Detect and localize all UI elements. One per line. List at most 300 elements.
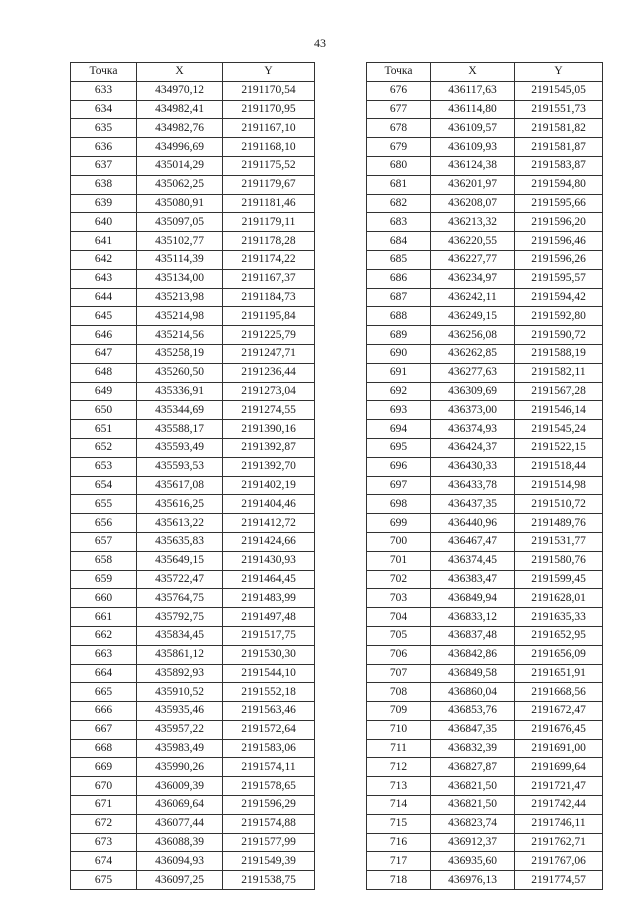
table-row: [71, 363, 315, 382]
cell-x: 436208,07: [431, 194, 515, 213]
cell-y: 2191464,45: [223, 570, 315, 589]
cell-x: 436097,25: [137, 871, 223, 890]
cell-point: 641: [71, 232, 137, 251]
cell-point: 644: [71, 288, 137, 307]
cell-x: 436249,15: [431, 307, 515, 326]
cell-y: 2191767,06: [515, 852, 603, 871]
table-row: [71, 702, 315, 721]
cell-y: 2191497,48: [223, 608, 315, 627]
cell-point: 684: [367, 232, 431, 251]
cell-x: 436213,32: [431, 213, 515, 232]
table-row: [367, 250, 603, 269]
table-row: [367, 401, 603, 420]
cell-point: 635: [71, 119, 137, 138]
cell-point: 704: [367, 608, 431, 627]
cell-x: 435344,69: [137, 401, 223, 420]
cell-y: 2191668,56: [515, 683, 603, 702]
cell-point: 642: [71, 250, 137, 269]
cell-y: 2191595,57: [515, 269, 603, 288]
cell-y: 2191596,26: [515, 250, 603, 269]
cell-x: 435588,17: [137, 420, 223, 439]
cell-y: 2191392,70: [223, 457, 315, 476]
cell-point: 671: [71, 796, 137, 815]
cell-x: 436837,48: [431, 626, 515, 645]
cell-y: 2191595,66: [515, 194, 603, 213]
cell-x: 436242,11: [431, 288, 515, 307]
table-row: [71, 288, 315, 307]
cell-y: 2191567,28: [515, 382, 603, 401]
cell-y: 2191179,11: [223, 213, 315, 232]
cell-point: 645: [71, 307, 137, 326]
cell-y: 2191518,44: [515, 457, 603, 476]
cell-y: 2191691,00: [515, 739, 603, 758]
table-row: [71, 420, 315, 439]
table-row: [71, 683, 315, 702]
cell-x: 436114,80: [431, 100, 515, 119]
cell-y: 2191652,95: [515, 626, 603, 645]
cell-y: 2191742,44: [515, 796, 603, 815]
cell-point: 712: [367, 758, 431, 777]
cell-point: 689: [367, 326, 431, 345]
header-x: X: [137, 63, 223, 82]
table-row: [71, 532, 315, 551]
table-row: [71, 645, 315, 664]
cell-point: 705: [367, 626, 431, 645]
table-row: [367, 288, 603, 307]
cell-x: 435593,49: [137, 438, 223, 457]
cell-x: 436860,04: [431, 683, 515, 702]
cell-point: 696: [367, 457, 431, 476]
cell-point: 640: [71, 213, 137, 232]
cell-x: 436437,35: [431, 495, 515, 514]
cell-x: 436201,97: [431, 175, 515, 194]
cell-x: 436467,47: [431, 532, 515, 551]
table-row: [367, 626, 603, 645]
cell-x: 435213,98: [137, 288, 223, 307]
cell-point: 670: [71, 777, 137, 796]
table-row: [71, 100, 315, 119]
cell-point: 692: [367, 382, 431, 401]
table-row: [367, 326, 603, 345]
cell-y: 2191531,77: [515, 532, 603, 551]
cell-y: 2191596,20: [515, 213, 603, 232]
table-row: [367, 457, 603, 476]
cell-x: 435080,91: [137, 194, 223, 213]
cell-y: 2191628,01: [515, 589, 603, 608]
table-row: [71, 194, 315, 213]
cell-point: 658: [71, 551, 137, 570]
cell-y: 2191168,10: [223, 138, 315, 157]
cell-y: 2191596,29: [223, 796, 315, 815]
cell-y: 2191545,24: [515, 420, 603, 439]
table-row: [367, 570, 603, 589]
table-row: [71, 81, 315, 100]
cell-point: 676: [367, 81, 431, 100]
cell-y: 2191774,57: [515, 871, 603, 890]
cell-y: 2191181,46: [223, 194, 315, 213]
cell-point: 707: [367, 664, 431, 683]
cell-point: 656: [71, 514, 137, 533]
cell-x: 434982,76: [137, 119, 223, 138]
table-row: [367, 551, 603, 570]
coordinates-table-right: [366, 62, 603, 890]
cell-point: 664: [71, 664, 137, 683]
cell-x: 436433,78: [431, 476, 515, 495]
table-row: [367, 344, 603, 363]
cell-point: 666: [71, 702, 137, 721]
table-row: [71, 551, 315, 570]
cell-x: 436430,33: [431, 457, 515, 476]
table-row: [71, 138, 315, 157]
table-row: [367, 232, 603, 251]
header-y: Y: [223, 63, 315, 82]
cell-y: 2191167,37: [223, 269, 315, 288]
cell-x: 436935,60: [431, 852, 515, 871]
cell-point: 691: [367, 363, 431, 382]
cell-y: 2191583,87: [515, 156, 603, 175]
table-row: [367, 495, 603, 514]
cell-x: 436277,63: [431, 363, 515, 382]
cell-point: 672: [71, 814, 137, 833]
table-row: [71, 232, 315, 251]
cell-y: 2191195,84: [223, 307, 315, 326]
table-row: [367, 852, 603, 871]
cell-y: 2191167,10: [223, 119, 315, 138]
cell-x: 435764,75: [137, 589, 223, 608]
cell-y: 2191552,18: [223, 683, 315, 702]
cell-point: 677: [367, 100, 431, 119]
cell-point: 708: [367, 683, 431, 702]
table-row: [71, 871, 315, 890]
cell-x: 435616,25: [137, 495, 223, 514]
cell-x: 435062,25: [137, 175, 223, 194]
table-row: [71, 119, 315, 138]
cell-y: 2191590,72: [515, 326, 603, 345]
cell-x: 435114,39: [137, 250, 223, 269]
cell-y: 2191546,14: [515, 401, 603, 420]
cell-y: 2191574,88: [223, 814, 315, 833]
cell-x: 435593,53: [137, 457, 223, 476]
cell-point: 653: [71, 457, 137, 476]
table-row: [71, 664, 315, 683]
table-row: [367, 119, 603, 138]
cell-point: 695: [367, 438, 431, 457]
cell-point: 682: [367, 194, 431, 213]
cell-point: 697: [367, 476, 431, 495]
cell-point: 633: [71, 81, 137, 100]
cell-y: 2191178,28: [223, 232, 315, 251]
cell-y: 2191582,11: [515, 363, 603, 382]
cell-x: 435957,22: [137, 720, 223, 739]
table-row: [367, 871, 603, 890]
cell-y: 2191594,80: [515, 175, 603, 194]
cell-y: 2191170,95: [223, 100, 315, 119]
cell-point: 669: [71, 758, 137, 777]
table-header-row: [71, 63, 315, 82]
cell-point: 674: [71, 852, 137, 871]
cell-y: 2191483,99: [223, 589, 315, 608]
cell-x: 435097,05: [137, 213, 223, 232]
table-row: [71, 514, 315, 533]
cell-y: 2191592,80: [515, 307, 603, 326]
table-row: [367, 100, 603, 119]
cell-y: 2191510,72: [515, 495, 603, 514]
table-row: [367, 532, 603, 551]
cell-point: 667: [71, 720, 137, 739]
cell-point: 713: [367, 777, 431, 796]
table-row: [71, 608, 315, 627]
cell-point: 701: [367, 551, 431, 570]
table-row: [367, 269, 603, 288]
cell-x: 436227,77: [431, 250, 515, 269]
table-row: [71, 438, 315, 457]
table-row: [71, 758, 315, 777]
cell-point: 710: [367, 720, 431, 739]
cell-x: 436832,39: [431, 739, 515, 758]
table-row: [367, 363, 603, 382]
cell-x: 436009,39: [137, 777, 223, 796]
cell-x: 435892,93: [137, 664, 223, 683]
cell-x: 436234,97: [431, 269, 515, 288]
cell-x: 435260,50: [137, 363, 223, 382]
cell-y: 2191402,19: [223, 476, 315, 495]
cell-x: 436094,93: [137, 852, 223, 871]
cell-y: 2191581,87: [515, 138, 603, 157]
table-row: [367, 138, 603, 157]
table-row: [71, 269, 315, 288]
cell-point: 715: [367, 814, 431, 833]
cell-x: 435834,45: [137, 626, 223, 645]
cell-point: 709: [367, 702, 431, 721]
cell-point: 675: [71, 871, 137, 890]
cell-x: 435983,49: [137, 739, 223, 758]
cell-y: 2191170,54: [223, 81, 315, 100]
table-row: [367, 758, 603, 777]
cell-y: 2191549,39: [223, 852, 315, 871]
cell-point: 680: [367, 156, 431, 175]
cell-point: 654: [71, 476, 137, 495]
header-point: Точка: [71, 63, 137, 82]
cell-y: 2191274,55: [223, 401, 315, 420]
table-row: [367, 833, 603, 852]
cell-y: 2191184,73: [223, 288, 315, 307]
cell-x: 436374,93: [431, 420, 515, 439]
cell-y: 2191236,44: [223, 363, 315, 382]
cell-x: 436440,96: [431, 514, 515, 533]
cell-x: 435134,00: [137, 269, 223, 288]
cell-point: 638: [71, 175, 137, 194]
cell-y: 2191404,46: [223, 495, 315, 514]
coordinates-table-left: [70, 62, 315, 890]
cell-x: 436842,86: [431, 645, 515, 664]
cell-point: 703: [367, 589, 431, 608]
table-row: [367, 307, 603, 326]
cell-point: 711: [367, 739, 431, 758]
cell-point: 683: [367, 213, 431, 232]
cell-y: 2191656,09: [515, 645, 603, 664]
table-row: [367, 476, 603, 495]
cell-x: 436424,37: [431, 438, 515, 457]
cell-point: 681: [367, 175, 431, 194]
cell-x: 434996,69: [137, 138, 223, 157]
table-row: [367, 156, 603, 175]
table-row: [367, 720, 603, 739]
cell-y: 2191572,64: [223, 720, 315, 739]
table-row: [71, 852, 315, 871]
cell-y: 2191762,71: [515, 833, 603, 852]
table-row: [367, 777, 603, 796]
table-row: [71, 213, 315, 232]
table-row: [367, 589, 603, 608]
cell-x: 435935,46: [137, 702, 223, 721]
cell-y: 2191651,91: [515, 664, 603, 683]
cell-x: 436827,87: [431, 758, 515, 777]
cell-x: 436383,47: [431, 570, 515, 589]
cell-y: 2191514,98: [515, 476, 603, 495]
cell-point: 663: [71, 645, 137, 664]
cell-x: 435861,12: [137, 645, 223, 664]
cell-y: 2191583,06: [223, 739, 315, 758]
cell-x: 436262,85: [431, 344, 515, 363]
cell-x: 436220,55: [431, 232, 515, 251]
cell-y: 2191577,99: [223, 833, 315, 852]
cell-y: 2191581,82: [515, 119, 603, 138]
cell-x: 435649,15: [137, 551, 223, 570]
cell-y: 2191390,16: [223, 420, 315, 439]
cell-y: 2191746,11: [515, 814, 603, 833]
header-point: Точка: [367, 63, 431, 82]
cell-x: 435990,26: [137, 758, 223, 777]
cell-x: 435258,19: [137, 344, 223, 363]
table-row: [71, 307, 315, 326]
cell-point: 702: [367, 570, 431, 589]
cell-x: 436109,93: [431, 138, 515, 157]
cell-point: 655: [71, 495, 137, 514]
cell-x: 436849,58: [431, 664, 515, 683]
cell-point: 648: [71, 363, 137, 382]
cell-point: 661: [71, 608, 137, 627]
cell-x: 436077,44: [137, 814, 223, 833]
table-row: [71, 401, 315, 420]
table-row: [367, 175, 603, 194]
table-row: [367, 608, 603, 627]
table-row: [367, 382, 603, 401]
table-row: [367, 645, 603, 664]
cell-y: 2191424,66: [223, 532, 315, 551]
cell-point: 652: [71, 438, 137, 457]
cell-x: 435617,08: [137, 476, 223, 495]
cell-x: 436853,76: [431, 702, 515, 721]
cell-point: 693: [367, 401, 431, 420]
cell-x: 435014,29: [137, 156, 223, 175]
cell-point: 716: [367, 833, 431, 852]
table-row: [367, 438, 603, 457]
cell-point: 659: [71, 570, 137, 589]
cell-x: 436109,57: [431, 119, 515, 138]
cell-x: 436821,50: [431, 777, 515, 796]
cell-y: 2191174,22: [223, 250, 315, 269]
cell-x: 435102,77: [137, 232, 223, 251]
table-row: [71, 156, 315, 175]
table-row: [71, 833, 315, 852]
table-row: [71, 589, 315, 608]
cell-y: 2191538,75: [223, 871, 315, 890]
cell-y: 2191273,04: [223, 382, 315, 401]
cell-y: 2191594,42: [515, 288, 603, 307]
table-row: [71, 457, 315, 476]
cell-x: 436976,13: [431, 871, 515, 890]
cell-point: 714: [367, 796, 431, 815]
cell-y: 2191580,76: [515, 551, 603, 570]
cell-point: 668: [71, 739, 137, 758]
cell-x: 434982,41: [137, 100, 223, 119]
cell-point: 694: [367, 420, 431, 439]
cell-point: 649: [71, 382, 137, 401]
cell-point: 639: [71, 194, 137, 213]
cell-x: 436833,12: [431, 608, 515, 627]
cell-x: 435635,83: [137, 532, 223, 551]
cell-x: 436912,37: [431, 833, 515, 852]
table-row: [367, 683, 603, 702]
cell-point: 687: [367, 288, 431, 307]
cell-y: 2191179,67: [223, 175, 315, 194]
cell-y: 2191551,73: [515, 100, 603, 119]
cell-point: 700: [367, 532, 431, 551]
table-row: [71, 739, 315, 758]
table-row: [71, 250, 315, 269]
cell-x: 435722,47: [137, 570, 223, 589]
cell-y: 2191599,45: [515, 570, 603, 589]
cell-x: 436374,45: [431, 551, 515, 570]
cell-point: 688: [367, 307, 431, 326]
table-row: [71, 326, 315, 345]
cell-point: 718: [367, 871, 431, 890]
cell-y: 2191676,45: [515, 720, 603, 739]
table-row: [367, 420, 603, 439]
cell-point: 698: [367, 495, 431, 514]
table-row: [367, 664, 603, 683]
cell-x: 436373,00: [431, 401, 515, 420]
cell-x: 435910,52: [137, 683, 223, 702]
table-row: [71, 814, 315, 833]
cell-x: 435613,22: [137, 514, 223, 533]
cell-point: 679: [367, 138, 431, 157]
cell-point: 686: [367, 269, 431, 288]
cell-y: 2191721,47: [515, 777, 603, 796]
cell-x: 435336,91: [137, 382, 223, 401]
cell-y: 2191574,11: [223, 758, 315, 777]
cell-x: 436069,64: [137, 796, 223, 815]
cell-y: 2191489,76: [515, 514, 603, 533]
cell-point: 706: [367, 645, 431, 664]
cell-point: 650: [71, 401, 137, 420]
table-row: [367, 514, 603, 533]
cell-point: 634: [71, 100, 137, 119]
cell-point: 699: [367, 514, 431, 533]
cell-point: 657: [71, 532, 137, 551]
table-row: [71, 720, 315, 739]
cell-x: 436849,94: [431, 589, 515, 608]
cell-y: 2191530,30: [223, 645, 315, 664]
table-row: [367, 81, 603, 100]
cell-point: 646: [71, 326, 137, 345]
cell-y: 2191430,93: [223, 551, 315, 570]
table-row: [71, 796, 315, 815]
cell-point: 651: [71, 420, 137, 439]
cell-point: 643: [71, 269, 137, 288]
cell-y: 2191596,46: [515, 232, 603, 251]
table-row: [367, 194, 603, 213]
